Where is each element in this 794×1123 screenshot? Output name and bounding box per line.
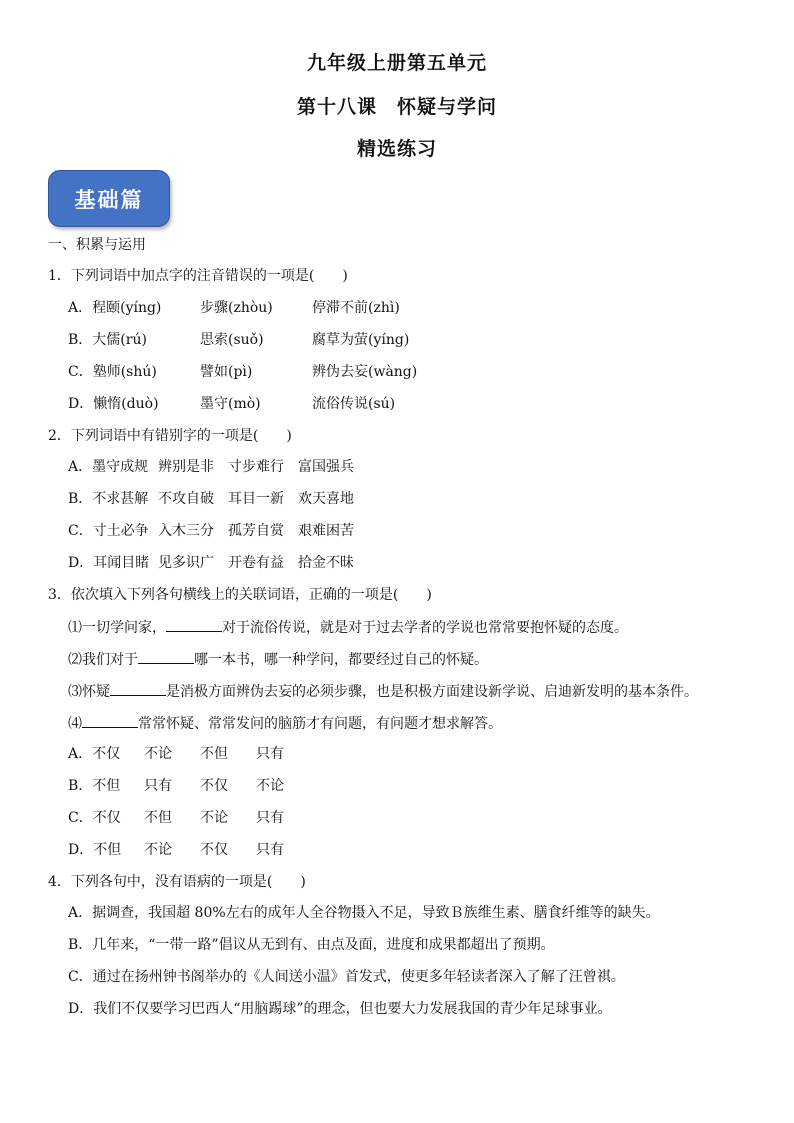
option-part: 辨伪去妄(wàng) — [312, 364, 418, 380]
option-part: 寸步难行 — [228, 459, 284, 475]
option-part: 不仅 — [200, 842, 228, 858]
question-4-stem: 4．下列各句中，没有语病的一项是( ) — [48, 874, 306, 890]
sentence-text: 是消极方面辨伪去妄的必须步骤，也是积极方面建设新学说、启迪新发明的基本条件。 — [166, 684, 698, 700]
option-part: 流俗传说(sú) — [312, 396, 396, 412]
question-4-option-c: C．通过在扬州钟书阁举办的《人间送小温》首发式，使更多年轻读者深入了解了汪曾祺。 — [68, 969, 625, 985]
question-4-option-d: D．我们不仅要学习巴西人“用脑踢球”的理念，但也要大力发展我国的青少年足球事业。 — [68, 1001, 612, 1017]
option-part: 只有 — [144, 778, 172, 794]
option-part: 譬如(pì) — [200, 364, 253, 380]
option-part: B．不但 — [68, 778, 121, 794]
question-2-stem: 2．下列词语中有错别字的一项是( ) — [48, 428, 292, 444]
option-part: 停滞不前(zhì) — [312, 300, 400, 316]
question-3-sentence-1 — [68, 617, 628, 638]
option-part: 耳目一新 — [228, 491, 284, 507]
option-part: B．不求甚解 — [68, 491, 149, 507]
option-part: 孤芳自赏 — [228, 523, 284, 539]
option-part: A．程颐(yíng) — [68, 300, 162, 316]
question-4-option-a: A．据调查，我国超 80%左右的成年人全谷物摄入不足，导致Ｂ族维生素、膳食纤维等的缺失。 — [68, 905, 660, 921]
sentence-text: ⑴一切学问家， — [68, 620, 166, 636]
question-1-stem: 1．下列词语中加点字的注音错误的一项是( ) — [48, 268, 348, 284]
exercise-title: 精选练习 — [356, 138, 437, 160]
fill-blank — [166, 617, 222, 632]
option-part: 思索(suǒ) — [200, 332, 264, 348]
option-part: 不论 — [144, 842, 172, 858]
sentence-text: ⑷ — [68, 716, 82, 732]
option-part: 开卷有益 — [228, 555, 284, 571]
option-part: 入木三分 — [158, 523, 214, 539]
option-part: D．懒惰(duò) — [68, 396, 159, 412]
option-part: 拾金不昧 — [298, 555, 354, 571]
fill-blank — [138, 649, 194, 664]
option-part: 只有 — [256, 842, 284, 858]
section-heading: 一、积累与运用 — [48, 237, 146, 253]
sentence-text: 哪一本书，哪一种学问，都要经过自己的怀疑。 — [194, 652, 488, 668]
fill-blank — [110, 681, 166, 696]
option-part: 艰难困苦 — [298, 523, 354, 539]
option-part: 辨别是非 — [158, 459, 214, 475]
question-3-stem: 3．依次填入下列各句横线上的关联词语，正确的一项是( ) — [48, 587, 432, 603]
unit-title: 九年级上册第五单元 — [306, 52, 487, 74]
sentence-text: 对于流俗传说，就是对于过去学者的学说也常常要抱怀疑的态度。 — [222, 620, 628, 636]
option-part: 不攻自破 — [158, 491, 214, 507]
option-part: 不但 — [144, 810, 172, 826]
sentence-text: ⑶怀疑 — [68, 684, 110, 700]
option-part: 不论 — [200, 810, 228, 826]
option-part: 见多识广 — [158, 555, 214, 571]
fill-blank — [82, 713, 138, 728]
option-part: 步骤(zhòu) — [200, 300, 273, 316]
option-part: D．耳闻目睹 — [68, 555, 150, 571]
option-part: 腐草为萤(yíng) — [312, 332, 410, 348]
option-part: C．塾师(shú) — [68, 364, 157, 380]
question-3-sentence-2 — [68, 649, 488, 670]
option-part: 不论 — [256, 778, 284, 794]
question-3-sentence-3 — [68, 681, 698, 702]
basic-section-badge: 基础篇 — [48, 170, 170, 227]
lesson-title: 第十八课 怀疑与学问 — [296, 96, 497, 118]
option-part: C．寸土必争 — [68, 523, 149, 539]
option-part: A．墨守成规 — [68, 459, 149, 475]
option-part: 只有 — [256, 810, 284, 826]
sentence-text: 常常怀疑、常常发问的脑筋才有问题，有问题才想求解答。 — [138, 716, 502, 732]
option-part: A．不仅 — [68, 746, 121, 762]
option-part: 只有 — [256, 746, 284, 762]
option-part: 欢天喜地 — [298, 491, 354, 507]
option-part: C．不仅 — [68, 810, 121, 826]
sentence-text: ⑵我们对于 — [68, 652, 138, 668]
option-part: B．大儒(rú) — [68, 332, 147, 348]
option-part: 不但 — [200, 746, 228, 762]
option-part: 富国强兵 — [298, 459, 354, 475]
question-4-option-b: B．几年来，“一带一路”倡议从无到有、由点及面，进度和成果都超出了预期。 — [68, 937, 555, 953]
option-part: 墨守(mò) — [200, 396, 261, 412]
option-part: 不论 — [144, 746, 172, 762]
question-3-sentence-4 — [68, 713, 502, 734]
option-part: D．不但 — [68, 842, 122, 858]
option-part: 不仅 — [200, 778, 228, 794]
